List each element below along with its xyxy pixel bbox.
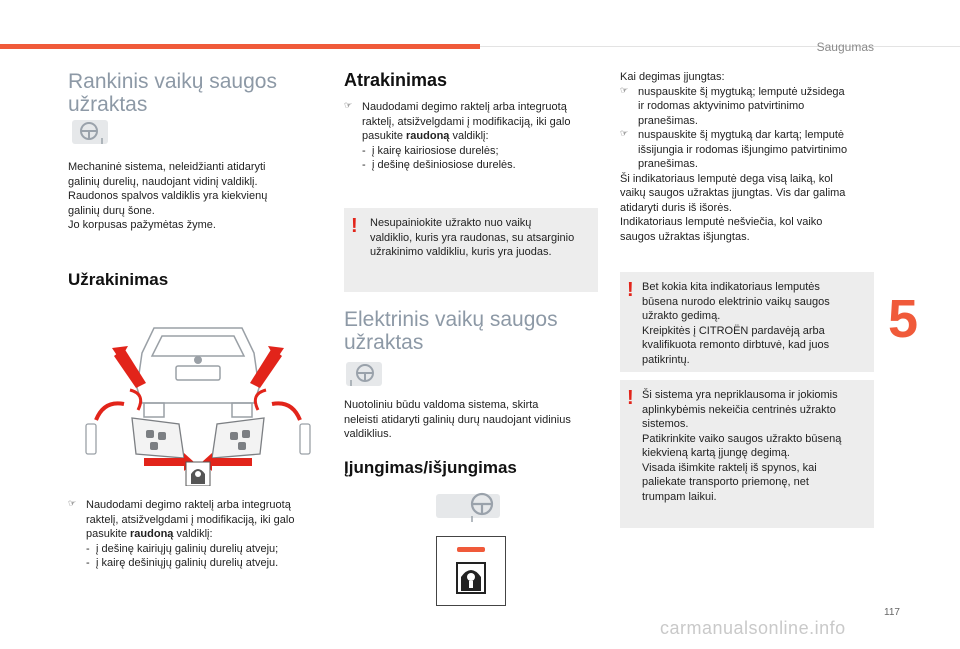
list-item: - į dešinę dešiniosiose durelės. [362, 159, 516, 172]
child-lock-icon [437, 537, 505, 605]
arrow-bullet-icon: ☞ [620, 128, 629, 139]
arrow-bullet-icon: ☞ [344, 100, 353, 110]
warning-box-fault: ! Bet kokia kita indikatoriaus lemputės būsena nurodo elektrinio vaikų saugos užrakto gedimą. Kreipkitės į CITROËN pardavėją arba kvalifikuota remonto dirbtuvė, kad juos patikrintų. [620, 272, 874, 372]
warning-icon: ! [351, 215, 358, 237]
watermark: carmanualsonline.info [660, 618, 846, 638]
child-lock-illustration [84, 308, 312, 486]
list-item: ☞ nuspauskite šį mygtuką dar kartą; lemputė išsijungia ir rodomas išjungimo patvirtinimo pranešimas. [620, 128, 848, 171]
unlock-instructions: ☞ Naudodami degimo raktelį arba integruotą raktelį, atsižvelgdami į modifikaciją, iki galo pasukite raudoną valdiklį: - į kairę kairiosiose durelės; - į dešinę dešiniosiose durelės. [344, 100, 600, 173]
steering-wheel-icon [72, 118, 112, 148]
lock-heading: Užrakinimas [68, 270, 169, 289]
page-number: 117 [884, 607, 900, 618]
header-divider [480, 46, 960, 47]
unlock-heading: Atrakinimas [344, 70, 448, 90]
lock-instructions: ☞ Naudodami degimo raktelį arba integruotą raktelį, atsižvelgdami į modifikaciją, iki galo pasukite raudoną valdiklį: - į dešinę kairiųjų galinių durelių atveju; - į kairę dešiniųjų galinių durelių atveju. [68, 498, 326, 571]
arrow-bullet-icon: ☞ [68, 498, 77, 508]
electric-lock-intro: Nuotoliniu būdu valdoma sistema, skirta neleisti atidaryti galinių durų naudojant vidinius valdiklius. [344, 399, 571, 441]
on-off-heading: Įjungimas/išjungimas [344, 458, 517, 477]
manual-lock-title: Rankinis vaikų saugos užraktas [68, 70, 277, 117]
arrow-bullet-icon: ☞ [620, 84, 629, 95]
warning-icon: ! [627, 387, 634, 409]
chapter-number: 5 [888, 289, 919, 349]
electric-lock-title: Elektrinis vaikų saugos užraktas [344, 308, 558, 355]
list-item: - į dešinę kairiųjų galinių durelių atveju; [86, 542, 279, 555]
list-item: - į kairę dešiniųjų galinių durelių atveju. [86, 557, 279, 570]
header-accent-bar [0, 44, 480, 49]
section-title: Saugumas [816, 40, 874, 54]
electric-lock-usage: Kai degimas įjungtas: ☞ nuspauskite šį mygtuką; lemputė užsidega ir rodomas aktyvinimo patvirtinimo pranešimas. ☞ nuspauskite šį mygtuką dar kartą; lemputė išsijungia ir rodomas išjungimo patvirtinimo pranešimas. Ši indikatoriaus lemputė dega visą laiką, kol vaikų saugos užraktas įjungtas. Vis dar galima atidaryti duris iš išorės. Indikatoriaus lemputė nešviečia, kol vaiko saugos užraktas išjungtas. [620, 70, 874, 244]
warning-icon: ! [627, 279, 634, 301]
warning-box-colors: ! Nesupainiokite užrakto nuo vaikų valdiklio, kuris yra raudonas, su atsarginio užrakinimo valdikliu, kuris yra juodas. [344, 208, 598, 292]
list-item: ☞ nuspauskite šį mygtuką; lemputė užsidega ir rodomas aktyvinimo patvirtinimo pranešimas. [620, 84, 845, 127]
steering-wheel-icon [346, 360, 386, 390]
warning-box-independent: ! Ši sistema yra nepriklausoma ir jokiomis aplinkybėmis nekeičia centrinės užrakto sistemos. Patikrinkite vaiko saugos užrakto būseną kiekvieną kartą įjungę degimą. Visada išimkite raktelį iš spynos, kai paliekate transporto priemonę, net trumpam laikui. [620, 380, 874, 528]
list-item: - į kairę kairiosiose durelės; [362, 144, 499, 157]
manual-lock-intro: Mechaninė sistema, neleidžianti atidaryti galinių durelių, naudojant vidinį valdiklį. Raudonos spalvos valdiklis yra kiekvienų galinių durų šone. Jo korpusas pažymėtas žyme. [68, 161, 268, 232]
steering-wheel-icon [436, 490, 506, 524]
child-lock-button [436, 536, 506, 606]
